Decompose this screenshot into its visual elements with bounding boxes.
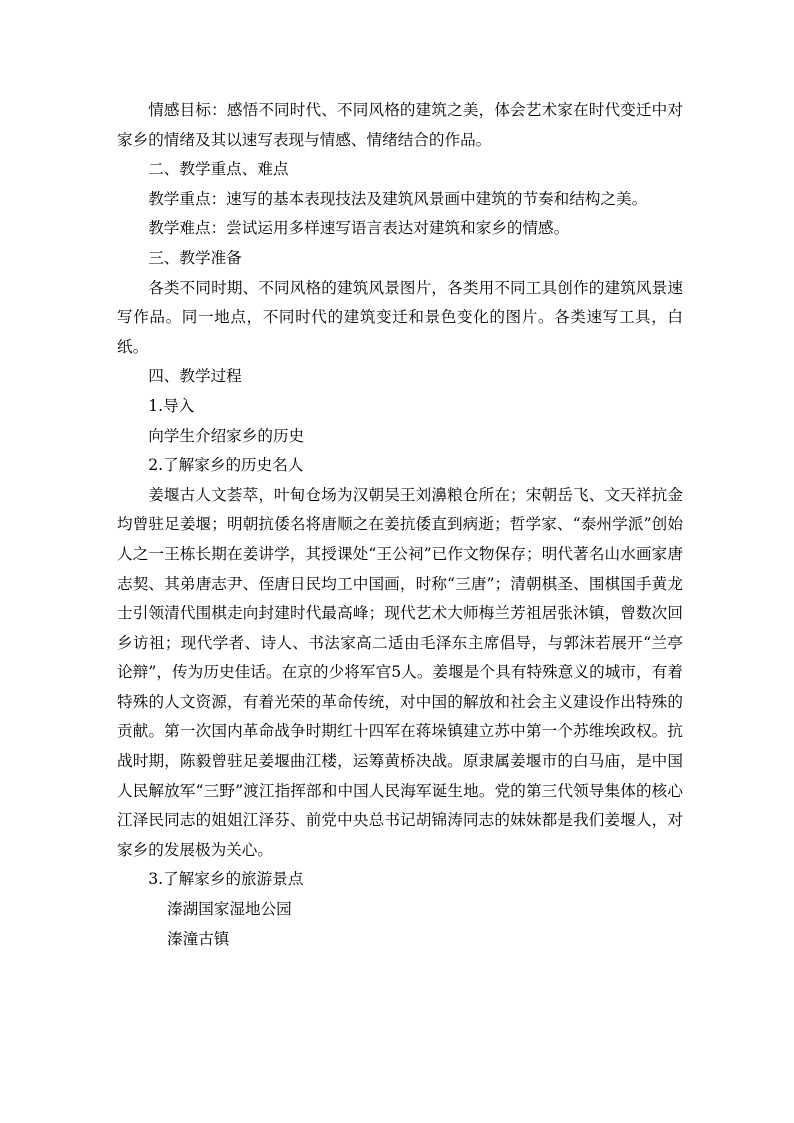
teaching-key-point: 教学重点：速写的基本表现技法及建筑风景画中建筑的节奏和结构之美。 [148,189,648,208]
document-page [117,96,683,954]
step3-title: 3.了解家乡的旅游景点 [148,870,304,889]
preparation-paragraph: 各类不同时期、不同风格的建筑风景图片，各类用不同工具创作的建筑风景速写作品。同一地点，不同时代的建筑变迁和景色变化的图片。各类速写工具，白纸。 [117,278,683,356]
step1-content: 向学生介绍家乡的历史 [148,426,305,445]
section-heading-process: 四、教学过程 [148,367,242,386]
spot-item: 溱潼古镇 [167,929,230,948]
spot-item: 溱湖国家湿地公园 [167,900,292,919]
section-heading-key-points: 二、教学重点、难点 [148,160,289,179]
step1-title: 1.导入 [148,396,195,415]
emotion-goal-paragraph: 情感目标：感悟不同时代、不同风格的建筑之美，体会艺术家在时代变迁中对家乡的情绪及其以速写表现与情感、情绪结合的作品。 [117,101,683,149]
step2-title: 2.了解家乡的历史名人 [148,456,304,475]
section-heading-preparation: 三、教学准备 [148,248,242,267]
step2-content-paragraph: 姜堰古人文荟萃，叶甸仓场为汉朝吴王刘濞粮仓所在；宋朝岳飞、文天祥抗金均曾驻足姜堰；明朝抗倭名将唐顺之在姜抗倭直到病逝；哲学家、“泰州学派”创始人之一王栋长期在姜讲学，其授课处“王公祠”已作文物保存；明代著名山水画家唐志契、其弟唐志尹、侄唐日民均工中国画，时称“三唐”；清朝棋圣、围棋国手黄龙士引领清代围棋走向封建时代最高峰；现代艺术大师梅兰芳祖居张沐镇，曾数次回乡访祖；现代学者、诗人、书法家高二适由毛泽东主席倡导，与郭沫若展开“兰亭论辩”，传为历史佳话。在京的少将军官5人。姜堰是个具有特殊意义的城市，有着特殊的人文资源，有着光荣的革命传统，对中国的解放和社会主义建设作出特殊的贡献。第一次国内革命战争时期红十四军在蒋垛镇建立苏中第一个苏维埃政权。抗战时期，陈毅曾驻足姜堰曲江楼，运筹黄桥决战。原隶属姜堰市的白马庙，是中国人民解放军“三野”渡江指挥部和中国人民海军诞生地。党的第三代领导集体的核心江泽民同志的姐姐江泽芬、前党中央总书记胡锦涛同志的妹妹都是我们姜堰人，对家乡的发展极为关心。 [117,485,683,859]
teaching-difficulty: 教学难点：尝试运用多样速写语言表达对建筑和家乡的情感。 [148,219,570,238]
